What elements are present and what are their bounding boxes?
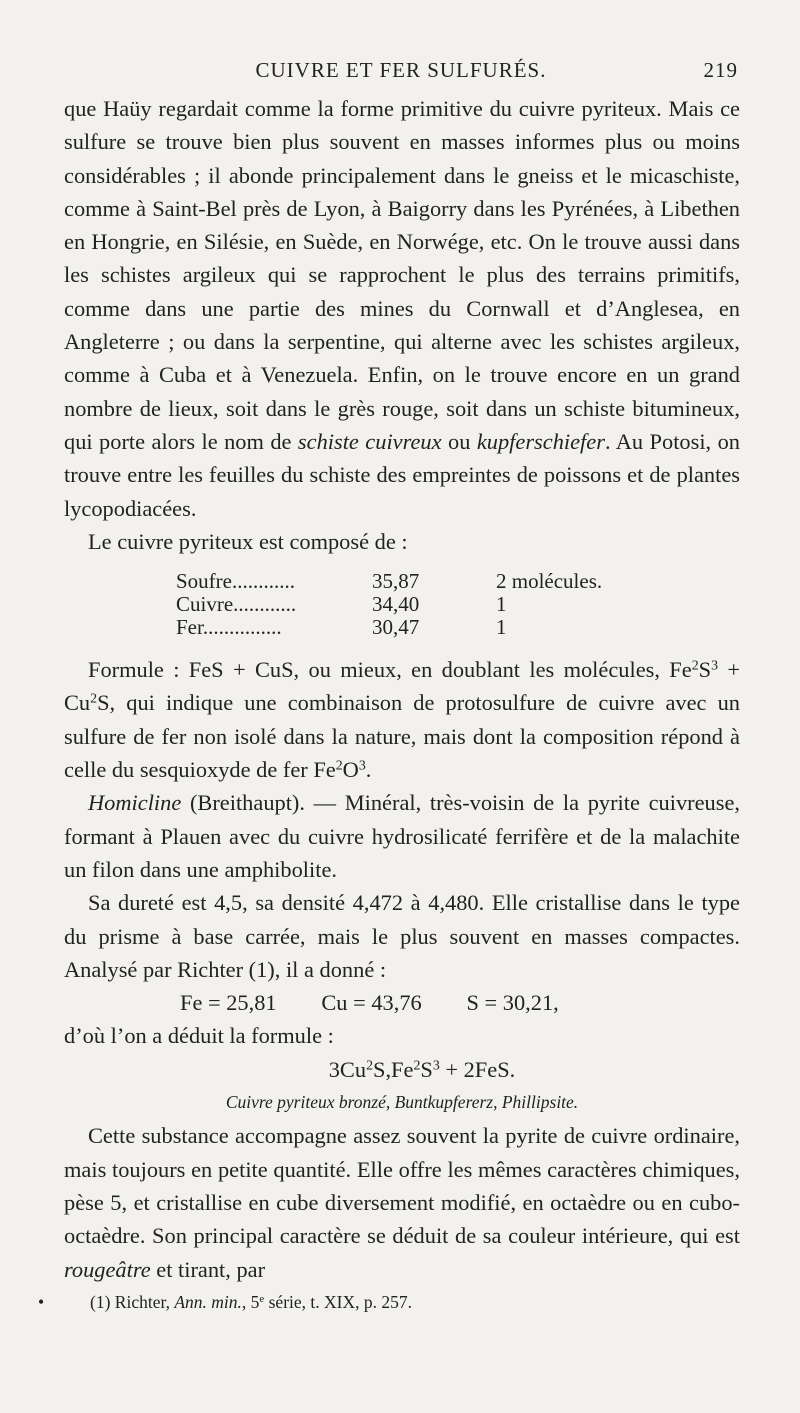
text-run: . xyxy=(365,757,372,783)
paragraph-7 xyxy=(64,1119,740,1285)
superscript: 2 xyxy=(691,658,699,674)
element-molecules: 1 xyxy=(496,615,507,640)
formula xyxy=(64,1053,740,1086)
superscript: 3 xyxy=(432,1058,440,1074)
element-name: Soufre............ xyxy=(176,569,295,594)
text-run: + 2FeS. xyxy=(439,1056,516,1082)
superscript: 2 xyxy=(413,1058,421,1074)
text-run: Formule : FeS + CuS, ou mieux, en doublant les molécules, Fe xyxy=(88,657,692,683)
text-run: . Au Potosi, on trouve entre les feuilles du schiste des empreintes de poissons et de plantes lycopodiacées. xyxy=(64,428,740,521)
text-run: O xyxy=(342,757,359,783)
paragraph-5: Sa dureté est 4,5, sa densité 4,472 à 4,480. Elle cristallise dans le type du prisme à base carrée, mais le plus souvent en masses compactes. Analysé par Richter (1), il a donné : xyxy=(64,890,740,982)
italic-term: kupferschiefer xyxy=(476,428,605,454)
page-number: 219 xyxy=(703,58,738,82)
paragraph-4 xyxy=(64,786,740,886)
superscript: 2 xyxy=(335,758,343,774)
bullet-mark: • xyxy=(38,1292,45,1312)
composition-table xyxy=(176,570,656,639)
text-run: que Haüy regardait comme la forme primitive du cuivre pyriteux. Mais ce sulfure se trouve bien plus souvent en masses informes plus ou moins considérables ; il abonde principalement dans le gneiss et le micaschiste, comme à Saint-Bel près de Lyon, à Baigorry dans les Pyrénées, à Libethen en Hongrie, en Silésie, en Suède, en Norwége, etc. On le trouve aussi dans les schistes argileux qui se rapprochent le plus des terrains primitifs, comme dans une partie des mines du Cornwall et d’Anglesea, en Angleterre ; ou dans la serpentine, qui alterne avec les schistes argileux, comme à Cuba et à Venezuela. Enfin, on le trouve encore en un grand nombre de lieux, soit dans le grès rouge, soit dans un schiste bitumineux, qui porte alors le nom de xyxy=(64,96,740,454)
text-run: S,Fe xyxy=(373,1056,414,1082)
table-row xyxy=(176,570,656,593)
paragraph-2: Le cuivre pyriteux est composé de : xyxy=(88,528,408,554)
table-row xyxy=(176,593,656,616)
text-run: série, t. XIX, p. 257. xyxy=(264,1292,413,1312)
element-name: Fer............... xyxy=(176,615,282,640)
element-value: 35,87 xyxy=(372,569,420,594)
paragraph-3 xyxy=(64,653,740,786)
superscript: 3 xyxy=(358,758,366,774)
text-run: , 5 xyxy=(241,1292,260,1312)
running-header xyxy=(64,58,738,88)
text-run: (1) Richter, xyxy=(90,1292,175,1312)
italic-term: schiste cuivreux xyxy=(297,428,442,454)
text-run: (Breithaupt). — Minéral, très-voisin de la pyrite cuivreuse, formant à Plauen avec du cuivre hydrosilicaté ferrifère et de la malachite un filon dans une amphibolite. xyxy=(64,790,740,882)
text-run: + Cu xyxy=(64,657,740,716)
page-body xyxy=(64,92,740,1286)
text-run: Cette substance accompagne assez souvent la pyrite de cuivre ordinaire, mais toujours en petite quantité. Elle offre les mêmes caractères chimiques, pèse 5, et cristallise en cube diversement modifié, en octaèdre ou en cubo-octaèdre. Son principal caractère se déduit de sa couleur intérieure, qui est xyxy=(64,1123,740,1249)
section-caption: Cuivre pyriteux bronzé, Buntkupfererz, Phillipsite. xyxy=(225,1092,579,1113)
element-molecules: 2 molécules. xyxy=(496,569,603,594)
element-molecules: 1 xyxy=(496,592,507,617)
superscript: e xyxy=(259,1293,265,1306)
analysis-line: Fe = 25,81 Cu = 43,76 S = 30,21, xyxy=(180,990,559,1016)
text-run: et tirant, par xyxy=(150,1256,266,1282)
superscript: 2 xyxy=(366,1058,373,1074)
text-run: ou xyxy=(441,428,477,454)
paragraph-6: d’où l’on a déduit la formule : xyxy=(64,1023,334,1049)
footnote xyxy=(38,1292,413,1313)
text-run: S xyxy=(420,1056,433,1082)
table-row xyxy=(176,616,656,639)
superscript: 3 xyxy=(711,658,719,674)
italic-term: rougeâtre xyxy=(64,1256,151,1282)
mineral-name: Homicline xyxy=(88,790,182,816)
running-title: CUIVRE ET FER SULFURÉS. xyxy=(255,58,547,82)
text-run: 3Cu xyxy=(328,1056,367,1082)
element-name: Cuivre............ xyxy=(176,592,297,617)
element-value: 30,47 xyxy=(372,615,420,640)
text-run: S xyxy=(698,657,712,683)
superscript: 2 xyxy=(90,691,98,707)
element-value: 34,40 xyxy=(372,592,420,617)
text-run: S, qui indique une combinaison de protosulfure de cuivre avec un sulfure de fer non isolé dans la nature, mais dont la composition répond à celle du sesquioxyde de fer Fe xyxy=(64,690,740,783)
paragraph-1 xyxy=(64,92,740,525)
journal-title: Ann. min. xyxy=(174,1292,242,1312)
